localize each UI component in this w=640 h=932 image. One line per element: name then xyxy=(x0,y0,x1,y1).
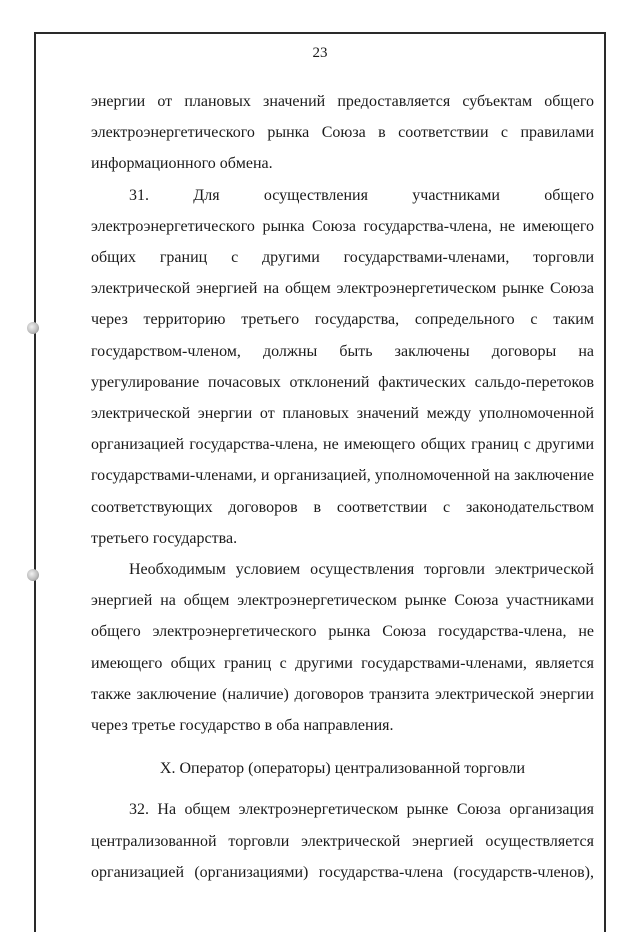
page-number: 23 xyxy=(312,45,328,61)
paragraph-32: 32. На общем электроэнергетическом рынке Союза организация централизованной торговли электрической энергией осуществляется организацией (организациями) государства-члена (государств-членов), xyxy=(91,801,594,881)
paragraph-necessary-condition: Необходимым условием осуществления торговли электрической энергией на общем электроэнергетическом рынке Союза участниками общего электроэнергетического рынка Союза государства-члена, не имеющего общих границ с другими государствами-членами, является также заключение (наличие) договоров транзита электрической энергии через третье государство в оба направления. xyxy=(91,561,594,735)
document-body xyxy=(91,86,594,888)
paragraph-continuation: энергии от плановых значений предоставляется субъектам общего электроэнергетического рынка Союза в соответствии с правилами информационного обмена. xyxy=(91,93,594,173)
punch-hole-upper xyxy=(27,322,39,334)
section-heading: X. Оператор (операторы) централизованной торговли xyxy=(159,760,526,778)
punch-hole-lower xyxy=(27,569,39,581)
paragraph-31: 31. Для осуществления участниками общего электроэнергетического рынка Союза государства-члена, не имеющего общих границ с другими государствами-членами, торговли электрической энергией на общем электроэнергетическом рынке Союза через территорию третьего государства, сопредельного с таким государством-членом, должны быть заключены договоры на урегулирование почасовых отклонений фактических сальдо-перетоков электрической энергии от плановых значений между уполномоченной организацией государства-члена, не имеющего общих границ с другими государствами-членами, и организацией, уполномоченной на заключение соответствующих договоров в соответствии с законодательством третьего государства. xyxy=(91,186,594,547)
